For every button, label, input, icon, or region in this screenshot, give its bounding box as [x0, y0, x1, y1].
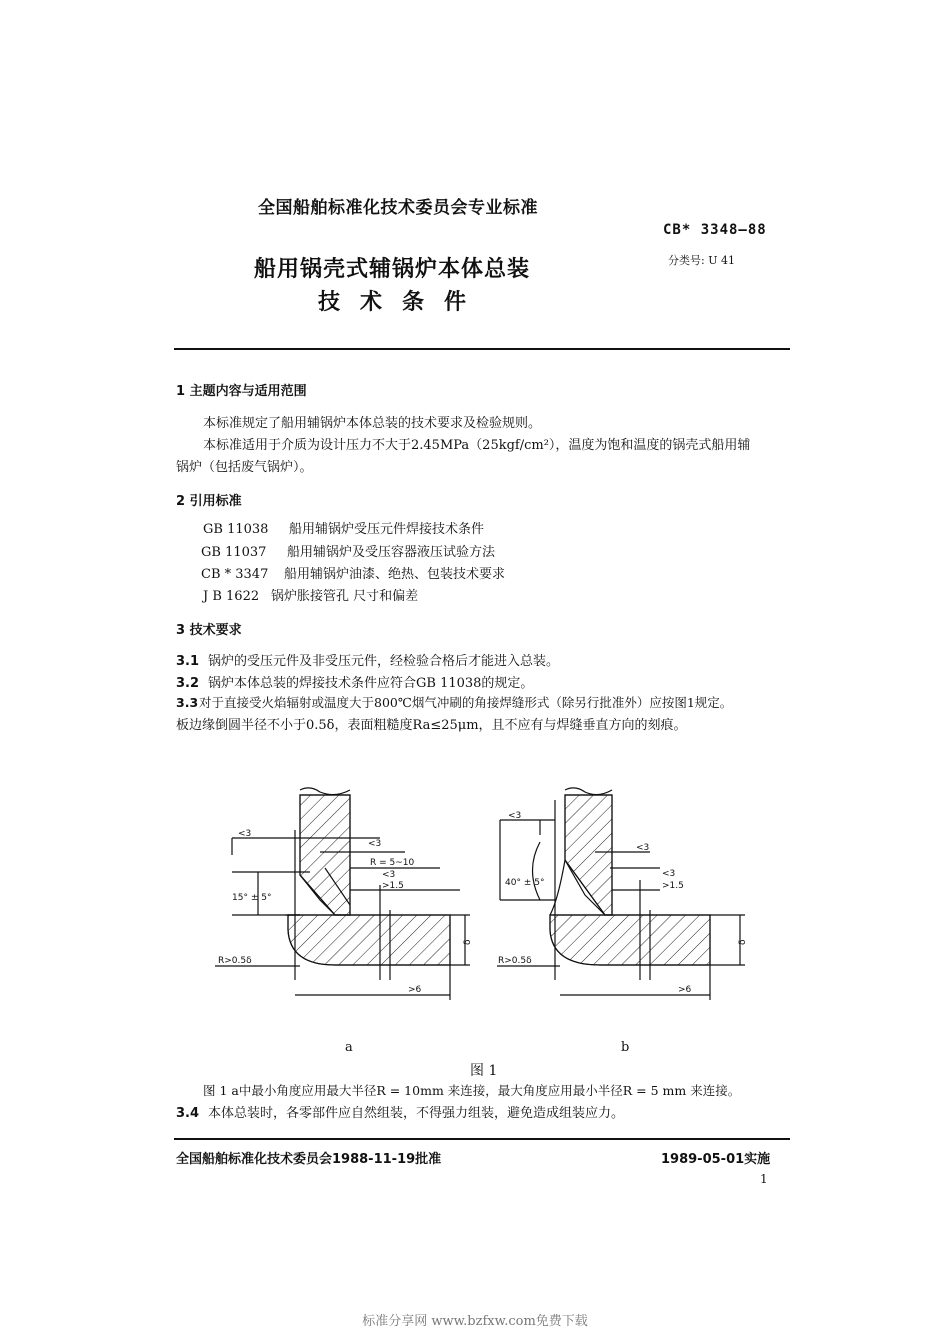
reference-title: 船用辅锅炉及受压容器液压试验方法 [287, 545, 496, 560]
watermark: 标准分享网 www.bzfxw.com免费下载 [362, 1314, 588, 1329]
item-3-3-continued: 板边缘倒圆半径不小于0.5δ，表面粗糙度Ra≤25μm，且不应有与焊缝垂直方向的刻痕。 [176, 718, 687, 733]
item-text: 锅炉本体总装的焊接技术条件应符合GB 11038的规定。 [208, 676, 534, 691]
reference-item [203, 585, 418, 604]
item-text: 锅炉的受压元件及非受压元件，经检验合格后才能进入总装。 [208, 654, 560, 669]
item-number: 3.3 [176, 695, 199, 710]
item-text: 本体总装时，各零部件应自然组装，不得强力组装，避免造成组装应力。 [208, 1106, 625, 1121]
reference-code: GB 11038 [203, 522, 269, 537]
figure-b-drawing [497, 788, 745, 1000]
fig-a-lt3-right: <3 [368, 839, 382, 849]
fig-b-lt3-right: <3 [636, 843, 650, 853]
item-number: 3.4 [176, 1106, 200, 1121]
reference-code: GB 11037 [201, 545, 267, 560]
footer-divider [174, 1138, 790, 1140]
item-3-2 [176, 672, 533, 691]
reference-title: 船用辅锅炉受压元件焊接技术条件 [289, 522, 485, 537]
fig-b-delta: δ [738, 939, 748, 945]
fig-b-radius-min: R>0.5δ [498, 956, 532, 966]
reference-item [201, 541, 495, 560]
fig-a-angle: 15° ± 5° [232, 893, 272, 903]
fig-b-lt3-left: <3 [508, 811, 522, 821]
approval-date: 全国船舶标准化技术委员会1988-11-19批准 [176, 1152, 442, 1167]
figure-note: 图 1 a中最小角度应用最大半径R = 10mm 来连接，最大角度应用最小半径R = 5 mm 来连接。 [203, 1083, 741, 1098]
item-number: 3.2 [176, 676, 200, 691]
section1-heading: 1 主题内容与适用范围 [176, 384, 307, 399]
item-3-4 [176, 1102, 624, 1121]
org-standard-title: 全国船舶标准化技术委员会专业标准 [258, 198, 538, 218]
section1-para2a: 本标准适用于介质为设计压力不大于2.45MPa（25kgf/cm²），温度为饱和温度的锅壳式船用辅 [203, 438, 751, 453]
fig-b-angle: 40° ± 5° [505, 878, 545, 888]
fig-a-radius-range: R = 5~10 [370, 858, 415, 868]
figure-b-label: b [621, 1040, 630, 1055]
fig-b-lt3-small: <3 [662, 869, 676, 879]
fig-a-delta: δ [463, 939, 473, 945]
section2-heading: 2 引用标准 [176, 494, 242, 509]
implementation-date: 1989-05-01实施 [661, 1152, 771, 1167]
reference-title: 船用辅锅炉油漆、绝热、包装技术要求 [284, 567, 506, 582]
document-title-line2: 技术条件 [318, 290, 487, 315]
fig-a-ge-1-5: >1.5 [382, 881, 404, 891]
standard-code: CB* 3348—88 [663, 222, 767, 238]
section1-para2b: 锅炉（包括废气锅炉）。 [176, 460, 313, 475]
reference-item [201, 563, 505, 582]
classification-number: 分类号: U 41 [668, 254, 735, 267]
header-divider [174, 348, 790, 350]
fig-a-lt3-left: <3 [238, 829, 252, 839]
fig-b-ge-6: >6 [678, 985, 692, 995]
section3-heading: 3 技术要求 [176, 623, 242, 638]
page-number: 1 [760, 1172, 768, 1186]
section1-para1: 本标准规定了船用辅锅炉本体总装的技术要求及检验规则。 [203, 416, 542, 431]
fig-a-lt3-small: <3 [382, 870, 396, 880]
reference-code: J B 1622 [203, 589, 260, 604]
figure-caption: 图 1 [470, 1063, 498, 1079]
reference-code: CB * 3347 [201, 567, 269, 582]
item-3-3 [176, 693, 732, 711]
figure-a-label: a [345, 1040, 353, 1055]
figure-1 [0, 780, 950, 1080]
fig-b-ge-1-5: >1.5 [662, 881, 684, 891]
reference-title: 锅炉胀接管孔 尺寸和偏差 [271, 589, 419, 604]
fig-a-ge-6: >6 [408, 985, 422, 995]
item-text: 对于直接受火焰辐射或温度大于800℃烟气冲刷的角接焊缝形式（除另行批准外）应按图1规定。 [199, 695, 733, 710]
item-number: 3.1 [176, 654, 200, 669]
reference-item [203, 518, 484, 537]
document-title-line1: 船用锅壳式辅锅炉本体总装 [254, 257, 531, 282]
item-3-1 [176, 650, 559, 669]
fig-a-radius-min: R>0.5δ [218, 956, 252, 966]
